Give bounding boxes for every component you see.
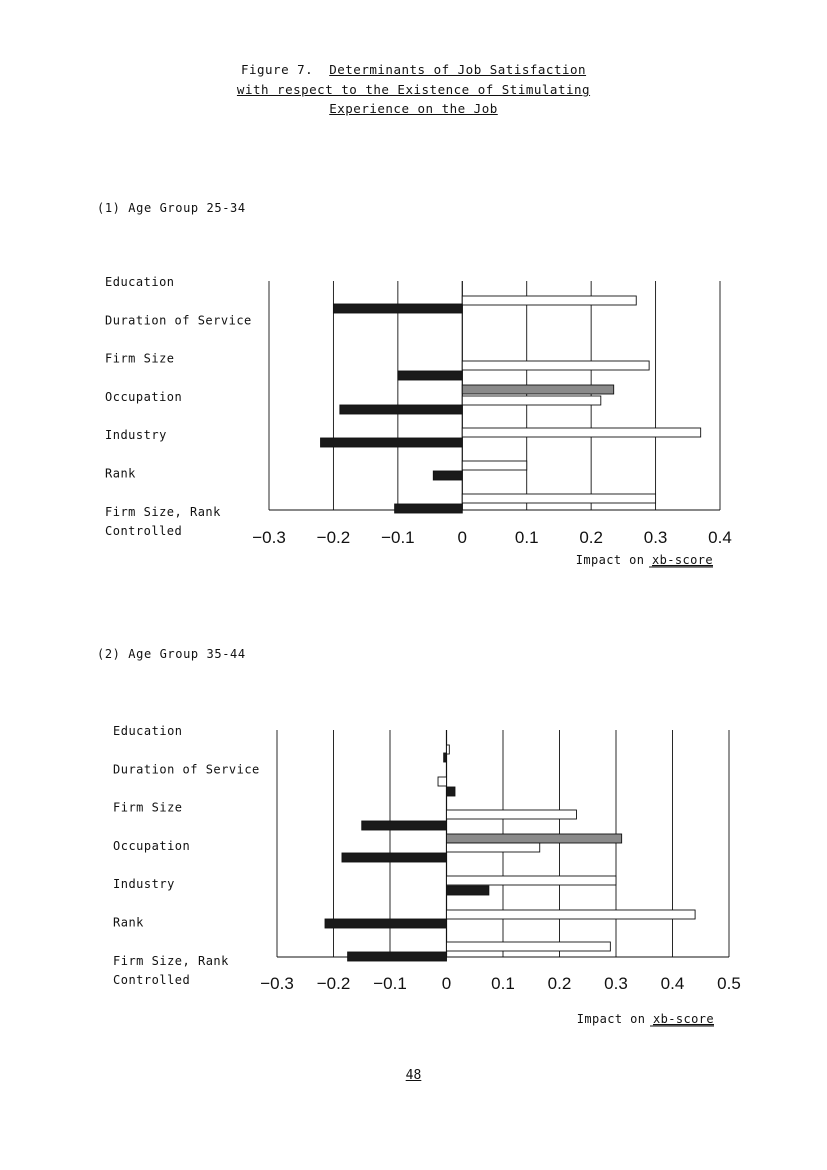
x-tick-label: 0.2 [547, 974, 572, 993]
category-label: Occupation [113, 838, 191, 853]
x-axis-label: Impact on xb-score [575, 553, 713, 567]
x-tick-label: 0.4 [660, 974, 685, 993]
page-number: 48 [405, 1068, 422, 1083]
x-tick-label: 0.3 [643, 528, 668, 547]
category-label: Education [113, 724, 183, 738]
category-label: Controlled [105, 523, 183, 538]
section-label-age-35-44: (2) Age Group 35-44 [97, 647, 246, 661]
category-label: Rank [105, 466, 136, 481]
x-tick-label: 0.3 [604, 974, 628, 993]
figure-title-line2: with respect to the Existence of Stimulating [236, 82, 591, 97]
category-label: Controlled [113, 972, 191, 987]
x-tick-label: 0.5 [717, 974, 741, 993]
x-tick-label: 0 [457, 528, 468, 547]
category-label: Rank [113, 915, 144, 930]
x-tick-label: −0.1 [381, 528, 415, 547]
category-label: Firm Size [113, 800, 183, 815]
x-tick-label: −0.1 [373, 974, 407, 993]
bar-dark [348, 952, 447, 961]
x-tick-label: −0.3 [252, 528, 286, 547]
x-tick-label: 0.4 [708, 528, 732, 547]
category-label: Firm Size [105, 351, 175, 366]
section-label-age-25-34: (1) Age Group 25-34 [97, 201, 246, 215]
bar-white [447, 876, 617, 885]
bar-white [447, 810, 577, 819]
x-tick-label: −0.2 [316, 528, 351, 547]
category-label: Education [105, 275, 175, 289]
bar-gray [447, 834, 622, 843]
bar-white [438, 777, 446, 786]
figure-title-line3: Experience on the Job [329, 101, 498, 116]
bar-white [447, 942, 611, 951]
x-tick-label: 0.1 [491, 974, 515, 993]
bar-dark [447, 787, 455, 796]
category-label: Duration of Service [113, 762, 260, 777]
bar-dark [362, 821, 447, 830]
bar-dark [325, 919, 446, 928]
bar-white [447, 843, 540, 852]
category-label: Occupation [105, 389, 183, 404]
category-label: Duration of Service [105, 313, 252, 328]
category-label: Industry [113, 877, 175, 892]
category-label: Firm Size, Rank [113, 953, 229, 968]
x-tick-label: −0.2 [316, 974, 351, 993]
x-axis-label: Impact on xb-score [576, 1012, 714, 1026]
figure-title-line1: Determinants of Job Satisfaction [329, 62, 587, 77]
category-label: Industry [105, 428, 167, 443]
x-tick-label: 0.1 [514, 528, 539, 547]
category-label: Firm Size, Rank [105, 504, 221, 519]
bar-dark [447, 886, 489, 895]
x-tick-label: 0.2 [579, 528, 603, 547]
figure-prefix: Figure 7. [240, 62, 314, 77]
bar-dark [444, 753, 447, 762]
x-tick-label: 0 [441, 974, 452, 993]
bar-dark [342, 853, 447, 862]
bar-white [447, 910, 696, 919]
x-tick-label: −0.3 [260, 974, 294, 993]
